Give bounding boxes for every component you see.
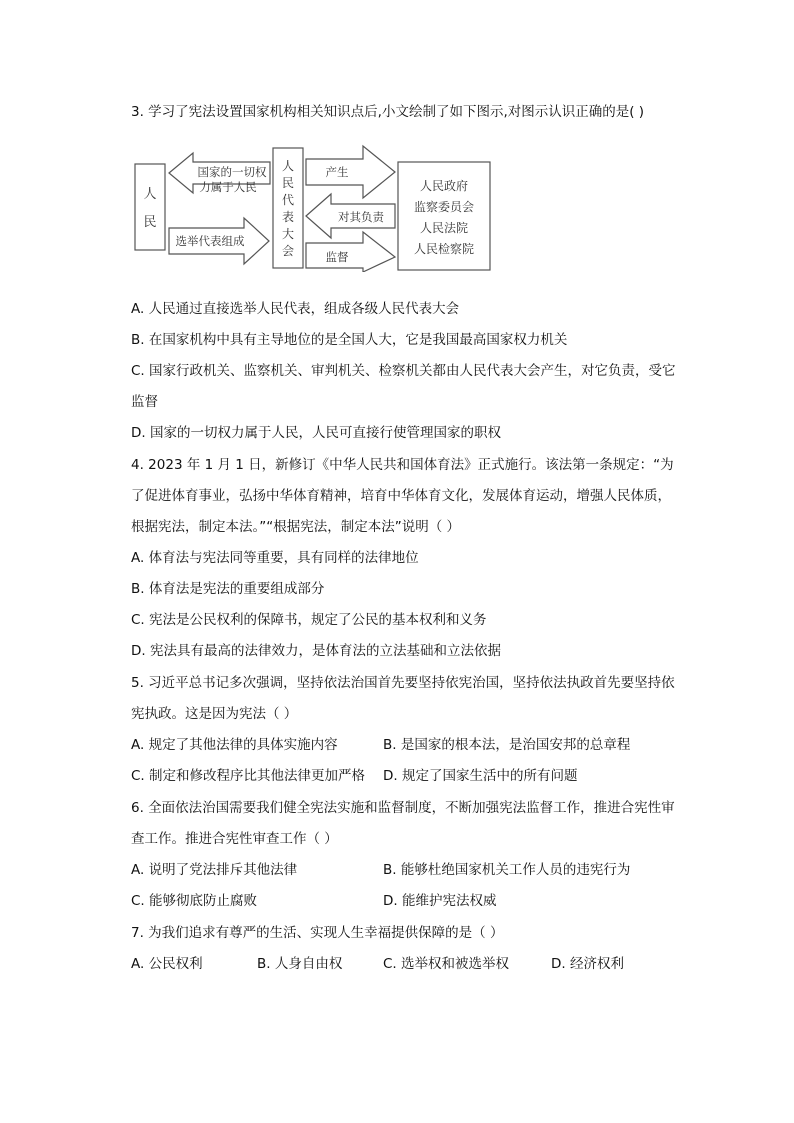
elect-arrow-label: 选举代表组成 [175, 234, 245, 248]
npc-char-4: 表 [281, 210, 295, 224]
npc-char-6: 会 [281, 244, 295, 258]
produce-arrow [306, 146, 395, 198]
q6-stem-line-2: 查工作。推进合宪性审查工作（ ） [131, 831, 338, 847]
q7-stem: 7. 为我们追求有尊严的生活、实现人生幸福提供保障的是（ ） [131, 925, 504, 941]
q4-stem-line-3: 根据宪法，制定本法。”“根据宪法，制定本法”说明（ ） [131, 519, 461, 535]
produce-arrow-label: 产生 [325, 165, 349, 179]
q7-option-a: A. 公民权利 [131, 956, 203, 972]
q5-option-d: D. 规定了国家生活中的所有问题 [383, 768, 578, 784]
q6-option-c: C. 能够彻底防止腐败 [131, 893, 258, 909]
q7-options-row [131, 954, 691, 974]
q5-stem-line-2: 宪执政。这是因为宪法（ ） [131, 706, 298, 722]
supervise-arrow-label: 监督 [325, 250, 349, 264]
q6-option-b: B. 能够杜绝国家机关工作人员的违宪行为 [383, 862, 631, 878]
q5-option-a: A. 规定了其他法律的具体实施内容 [131, 737, 338, 753]
npc-char-5: 大 [281, 227, 295, 241]
q6-option-a: A. 说明了党法排斥其他法律 [131, 862, 298, 878]
organ-supervisory: 监察委员会 [413, 200, 475, 214]
q3-option-d: D. 国家的一切权力属于人民，人民可直接行使管理国家的职权 [131, 425, 501, 441]
people-label-1: 人 [143, 187, 157, 202]
q3-stem: 3. 学习了宪法设置国家机构相关知识点后,小文绘制了如下图示,对图示认识正确的是( ) [131, 104, 645, 120]
state-organs-diagram [133, 140, 493, 272]
npc-char-2: 民 [281, 176, 295, 190]
q6-options-row-1 [131, 860, 691, 880]
q7-option-c: C. 选举权和被选举权 [383, 956, 510, 972]
q5-options-row-1 [131, 735, 691, 755]
npc-char-3: 代 [281, 193, 295, 207]
power-arrow-label-1: 国家的一切权 [197, 165, 267, 179]
q4-stem-line-2: 了促进体育事业，弘扬中华体育精神，培育中华体育文化，发展体育运动，增强人民体质， [131, 488, 671, 504]
q4-option-b: B. 体育法是宪法的重要组成部分 [131, 581, 325, 597]
q4-stem-line-1: 4. 2023 年 1 月 1 日，新修订《中华人民共和国体育法》正式施行。该法第一条规定：“为 [131, 457, 674, 473]
q3-option-c-cont: 监督 [131, 394, 158, 410]
q3-option-a: A. 人民通过直接选举人民代表，组成各级人民代表大会 [131, 301, 460, 317]
q4-option-a: A. 体育法与宪法同等重要，具有同样的法律地位 [131, 550, 419, 566]
q7-option-d: D. 经济权利 [551, 956, 624, 972]
q3-option-c: C. 国家行政机关、监察机关、审判机关、检察机关都由人民代表大会产生，对它负责，受它 [131, 363, 676, 379]
q5-stem-line-1: 5. 习近平总书记多次强调，坚持依法治国首先要坚持依宪治国，坚持依法执政首先要坚持依 [131, 675, 675, 691]
q3-option-b: B. 在国家机构中具有主导地位的是全国人大，它是我国最高国家权力机关 [131, 332, 568, 348]
q4-option-c: C. 宪法是公民权利的保障书，规定了公民的基本权利和义务 [131, 612, 487, 628]
q6-option-d: D. 能维护宪法权威 [383, 893, 497, 909]
responsible-arrow-label: 对其负责 [338, 210, 384, 224]
q6-options-row-2 [131, 891, 691, 911]
people-label-2: 民 [143, 215, 157, 230]
q6-stem-line-1: 6. 全面依法治国需要我们健全宪法实施和监督制度，不断加强宪法监督工作，推进合宪性审 [131, 800, 675, 816]
power-arrow-label-2: 力属于人民 [199, 180, 257, 194]
supervise-arrow [306, 232, 395, 272]
people-box [135, 164, 165, 250]
organ-court: 人民法院 [419, 221, 469, 235]
q4-option-d: D. 宪法具有最高的法律效力，是体育法的立法基础和立法依据 [131, 643, 501, 659]
q5-options-row-2 [131, 766, 691, 786]
q5-option-b: B. 是国家的根本法，是治国安邦的总章程 [383, 737, 631, 753]
organ-government: 人民政府 [419, 179, 469, 193]
q7-option-b: B. 人身自由权 [257, 956, 343, 972]
npc-char-1: 人 [281, 159, 295, 173]
q5-option-c: C. 制定和修改程序比其他法律更加严格 [131, 768, 366, 784]
organ-procuratorate: 人民检察院 [413, 242, 475, 256]
